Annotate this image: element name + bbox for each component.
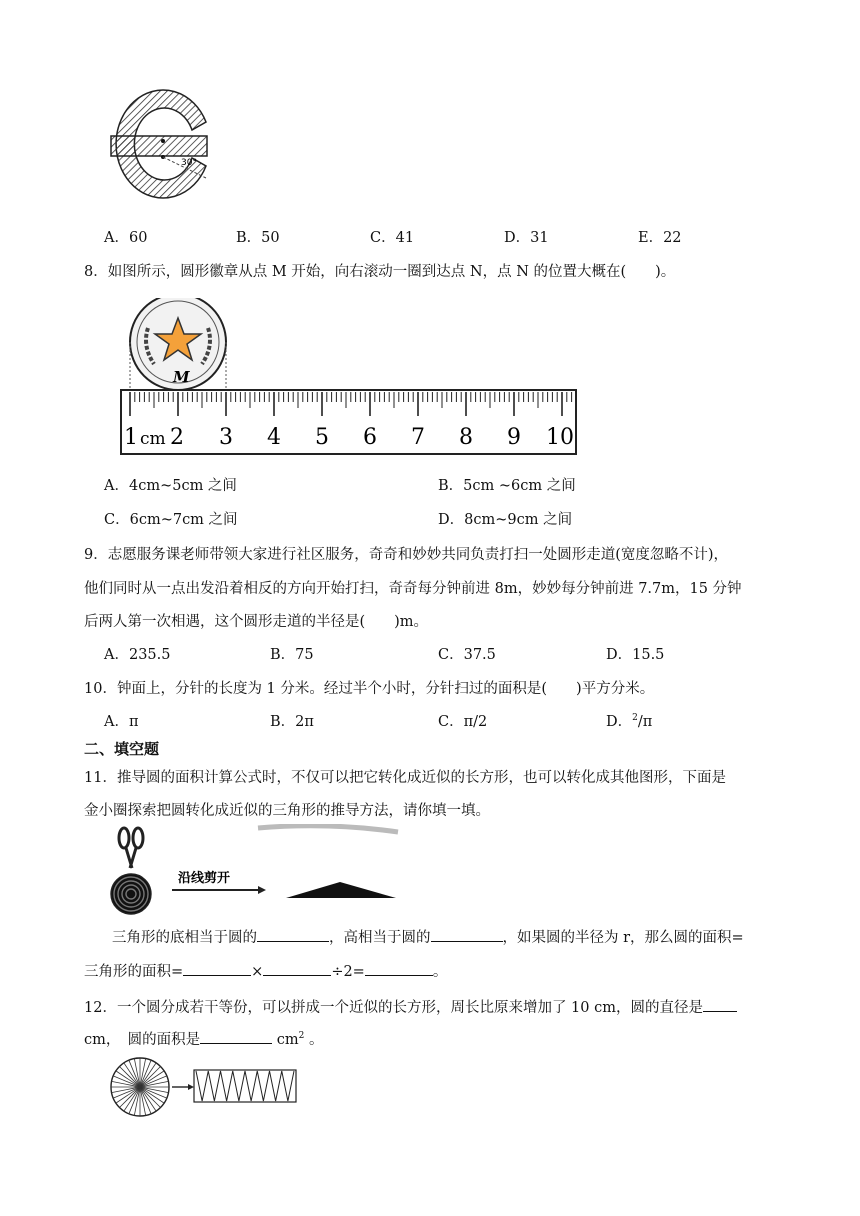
- q10-option-d-sup: 2: [632, 713, 638, 724]
- q7-option-a[interactable]: A．60: [104, 230, 148, 246]
- arrow-right-icon: [188, 1084, 194, 1090]
- q7-option-b[interactable]: B．50: [236, 230, 280, 246]
- q11-fill-line-2: [84, 960, 447, 981]
- q11-blank-2[interactable]: [263, 961, 331, 976]
- q9-option-b[interactable]: B．75: [270, 647, 314, 663]
- q12-line-1: [84, 996, 737, 1017]
- q10-option-d-label: D．: [606, 714, 633, 730]
- q11-line-2: 金小圈探索把圆转化成近似的三角形的推导方法，请你填一填。: [84, 803, 490, 819]
- q10-option-a[interactable]: A．π: [104, 714, 139, 730]
- ruler-label-7: 7: [411, 425, 425, 450]
- arrow-right-icon: [258, 886, 266, 894]
- q8-option-d[interactable]: D．8cm~9cm 之间: [438, 512, 573, 528]
- q12-figure: [108, 1056, 304, 1118]
- ruler-label-cm: cm: [140, 429, 166, 449]
- q11-arrow-label: 沿线剪开: [178, 871, 231, 886]
- badge-icon: [130, 298, 226, 390]
- ruler-label-3: 3: [219, 425, 233, 450]
- q11-fill-text-b: ，高相当于圆的: [329, 930, 431, 946]
- q8-option-c[interactable]: C．6cm~7cm 之间: [104, 512, 238, 528]
- q9-option-a[interactable]: A．235.5: [104, 647, 171, 663]
- q9-option-d[interactable]: D．15.5: [606, 647, 665, 663]
- ruler-label-1: 1: [124, 425, 138, 450]
- sectored-circle-icon: [111, 1058, 169, 1116]
- q11-fill-text-f: ÷2=: [331, 964, 365, 980]
- q11-fill-text-e: ×: [251, 964, 264, 980]
- badge-label-m: M: [173, 368, 190, 386]
- q12-unit-sup: 2: [298, 1031, 305, 1042]
- q7-option-c[interactable]: C．41: [370, 230, 415, 246]
- q11-fill-line-1: [112, 926, 744, 947]
- triangle-shape: [286, 882, 396, 898]
- q11-blank-3[interactable]: [365, 961, 433, 976]
- q10-option-d[interactable]: [606, 710, 652, 731]
- q12-text-a: 12．一个圆分成若干等份，可以拼成一个近似的长方形，周长比原来增加了 10 cm，圆的直径是: [84, 1000, 703, 1016]
- ruler-label-8: 8: [459, 425, 473, 450]
- ruler-label-5: 5: [315, 425, 329, 450]
- q11-line-1: 11．推导圆的面积计算公式时，不仅可以把它转化成近似的长方形，也可以转化成其他图形，下面是: [84, 770, 726, 786]
- q11-figure: [108, 824, 404, 916]
- q9-option-c[interactable]: C．37.5: [438, 647, 496, 663]
- q11-blank-1[interactable]: [183, 961, 251, 976]
- ruler-label-4: 4: [267, 425, 281, 450]
- q8-option-a[interactable]: A．4cm~5cm 之间: [104, 478, 237, 494]
- concentric-circle-icon: [111, 874, 151, 914]
- q7-angle-label: 30°: [181, 158, 197, 168]
- q10-stem: 10．钟面上，分针的长度为 1 分米。经过半个小时，分针扫过的面积是( )平方分米。: [84, 681, 655, 697]
- q12-blank-area[interactable]: [200, 1029, 272, 1044]
- q11-blank-base[interactable]: [257, 927, 329, 942]
- q10-option-b[interactable]: B．2π: [270, 714, 314, 730]
- scissors-icon: [119, 828, 143, 868]
- q7-option-e[interactable]: E．22: [638, 230, 682, 246]
- q11-fill-text-c: ，如果圆的半径为 r，那么圆的面积=: [502, 930, 744, 946]
- q11-fill-text-d: 三角形的面积=: [84, 964, 184, 980]
- q9-line-2: 他们同时从一点出发沿着相反的方向开始打扫，奇奇每分钟前进 8m，妙妙每分钟前进 7.7m，15 分钟: [84, 581, 742, 597]
- ruler-label-10: 10: [546, 425, 574, 450]
- q12-text-b: cm， 圆的面积是: [84, 1032, 201, 1048]
- q7-option-d[interactable]: D．31: [504, 230, 549, 246]
- q7-figure: [108, 86, 218, 206]
- q11-fill-text-g: 。: [432, 964, 448, 980]
- ruler-label-6: 6: [363, 425, 377, 450]
- ruler-label-9: 9: [507, 425, 521, 450]
- q11-fill-text-a: 三角形的底相当于圆的: [112, 930, 257, 946]
- q12-line-2: [84, 1028, 323, 1049]
- q10-option-c[interactable]: C．π/2: [438, 714, 488, 730]
- q12-text-c: cm: [272, 1032, 299, 1048]
- q12-text-d: 。: [304, 1032, 324, 1048]
- q8-ruler-figure: [118, 298, 582, 456]
- q9-line-3: 后两人第一次相遇，这个圆形走道的半径是( )m。: [84, 614, 429, 630]
- q8-stem: 8．如图所示，圆形徽章从点 M 开始，向右滚动一圈到达点 N，点 N 的位置大概在( )。: [84, 264, 676, 280]
- q11-blank-height[interactable]: [431, 927, 503, 942]
- q10-option-d-tail: /π: [637, 714, 653, 730]
- ruler-label-2: 2: [170, 425, 184, 450]
- q9-line-1: 9．志愿服务课老师带领大家进行社区服务，奇奇和妙妙共同负责打扫一处圆形走道(宽度忽略不计)，: [84, 547, 729, 563]
- q12-blank-diameter[interactable]: [703, 997, 737, 1012]
- section-title-fill-in: 二、填空题: [84, 740, 160, 758]
- q8-option-b[interactable]: B．5cm ~6cm 之间: [438, 478, 576, 494]
